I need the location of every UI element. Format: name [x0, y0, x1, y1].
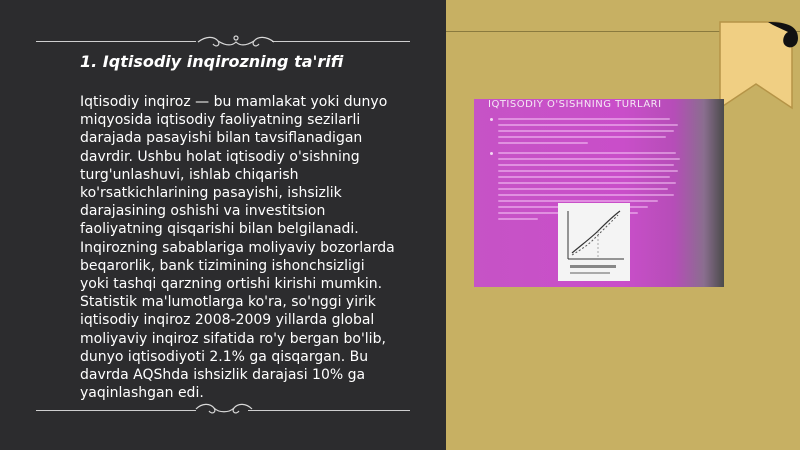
slide-text-blur [498, 118, 670, 120]
mini-chart-graphic [558, 203, 630, 281]
paragraph-line: ko'rsatkichlarining pasayishi, ishsizlik [80, 185, 342, 202]
slide-text-blur [498, 136, 666, 138]
slide-mini-chart [558, 203, 630, 281]
slide-text-blur [498, 176, 670, 178]
paragraph-line: beqarorlik, bank tizimining ishonchsizligi [80, 257, 365, 274]
slide-text-blur [498, 200, 658, 202]
slide-text-blur [498, 218, 538, 220]
top-rule-right [272, 41, 410, 42]
slide-text-blur [498, 170, 678, 172]
paragraph-line: faoliyatning qisqarishi bilan belgilanadi. [80, 221, 359, 238]
bookmark-icon [718, 18, 800, 112]
paragraph-line: dunyo iqtisodiyoti 2.1% ga qisqargan. Bu [80, 348, 369, 365]
top-rule-left [36, 41, 196, 42]
bottom-rule-right [248, 410, 410, 411]
slide-text-blur [498, 188, 668, 190]
paragraph-line: darajasining oshishi va investitsion [80, 203, 326, 220]
paragraph-line: Inqirozning sabablariga moliyaviy bozorlarda [80, 239, 395, 256]
embedded-slide-title: IQTISODIY O'SISHNING TURLARI [488, 99, 662, 110]
slide-text-blur [498, 182, 676, 184]
paragraph-line: iqtisodiy inqiroz 2008-2009 yillarda global [80, 312, 375, 329]
paragraph-line: Iqtisodiy inqiroz — bu mamlakat yoki dunyo [80, 94, 388, 110]
body-paragraph [80, 93, 425, 402]
slide-text-blur [498, 152, 676, 154]
paragraph-line: davrdir. Ushbu holat iqtisodiy o'sishning [80, 148, 360, 165]
paragraph-line: yoki tashqi qarzning ortishi kirishi mumkin. [80, 276, 383, 293]
paragraph-line: miqyosida iqtisodiy faoliyatning sezilarli [80, 112, 361, 129]
slide-text-blur [498, 124, 678, 126]
slide-text-blur [498, 142, 588, 144]
slide-text-blur [498, 194, 674, 196]
paragraph-line: Statistik ma'lumotlarga ko'ra, so'nggi yirik [80, 294, 376, 311]
paragraph-line: moliyaviy inqiroz sifatida ro'y bergan bo'lib, [80, 330, 386, 347]
bottom-rule-left [36, 410, 196, 411]
slide-bullet [490, 118, 493, 121]
paragraph-line: davrda AQShda ishsizlik darajasi 10% ga [80, 367, 366, 384]
embedded-slide-image [474, 99, 724, 287]
slide-bullet [490, 152, 493, 155]
slide-text-blur [498, 130, 674, 132]
paragraph-line: turg'unlashuvi, ishlab chiqarish [80, 166, 299, 183]
slide-text-blur [498, 164, 674, 166]
page-title: 1. Iqtisodiy inqirozning ta'rifi [80, 52, 344, 71]
slide-text-blur [498, 158, 680, 160]
top-flourish-icon [196, 32, 276, 52]
paragraph-line: yaqinlashgan edi. [80, 385, 204, 402]
paragraph-line: darajada pasayishi bilan tavsiflanadigan [80, 130, 363, 147]
